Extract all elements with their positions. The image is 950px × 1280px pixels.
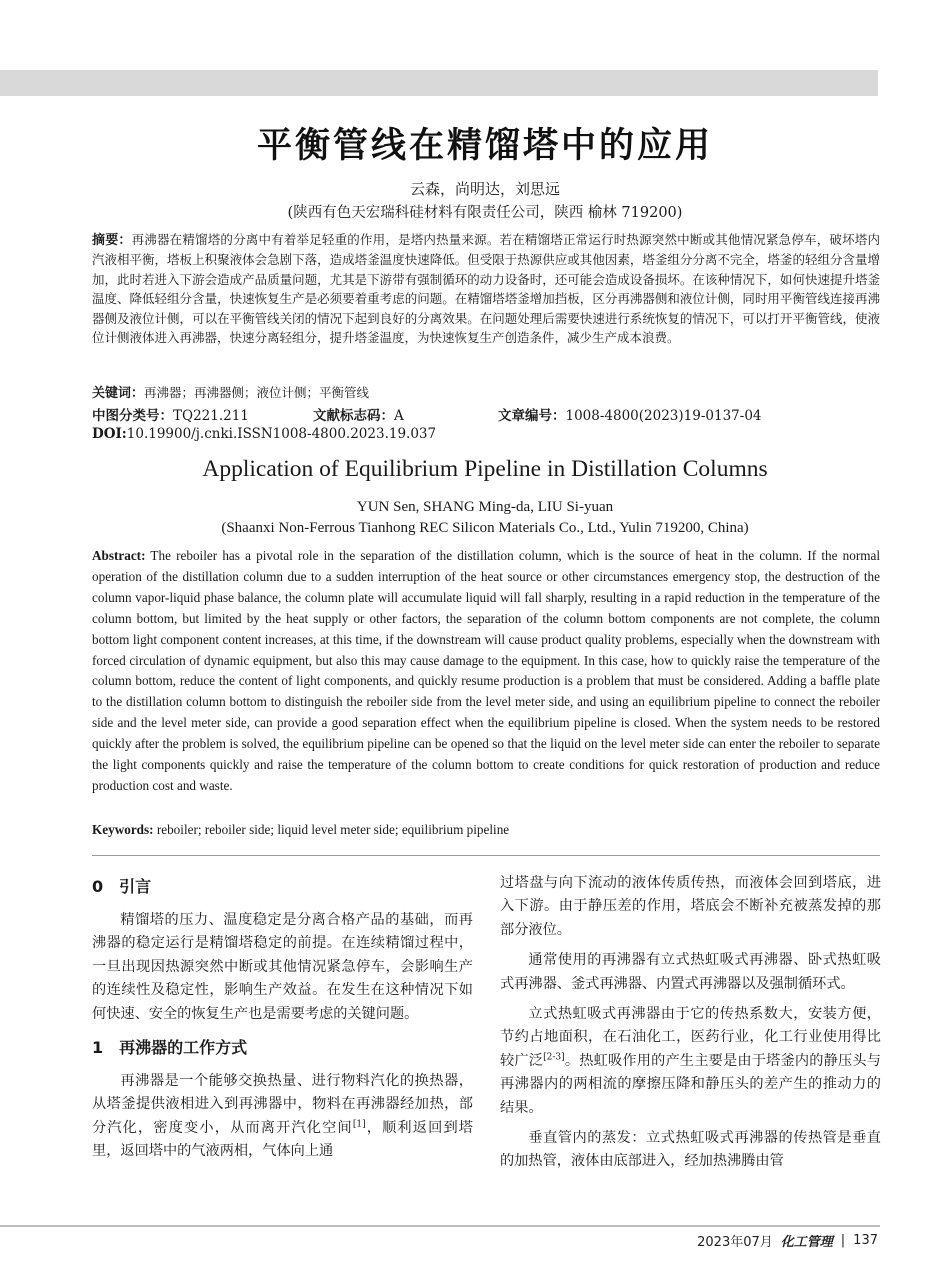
paragraph-intro: 精馏塔的压力、温度稳定是分离合格产品的基础，而再沸器的稳定运行是精馏塔稳定的前提。在连续精馏过程中，一旦出现因热源突然中断或其他情况紧急停车，会影响生产的连续性及稳定性，影响生产效益。在发生在这种情况下如何快速、安全的恢复生产也是需要考虑的关键问题。 [92, 912, 473, 1022]
paragraph-vertical-tube: 垂直管内的蒸发：立式热虹吸式再沸器的传热管是垂直的加热管，液体由底部进入，经加热沸腾由管 [500, 1130, 881, 1170]
doi-value[interactable]: 10.19900/j.cnki.ISSN1008-4800.2023.19.037 [126, 426, 437, 442]
keywords-cn-text: 再沸器；再沸器侧；液位计侧；平衡管线 [144, 385, 370, 400]
keywords-en-text: reboiler; reboiler side; liquid level meter side; equilibrium pipeline [153, 822, 510, 837]
body-column-left [92, 872, 473, 1164]
page-number: 137 [853, 1233, 878, 1248]
paragraph-reboiler [92, 1070, 473, 1164]
footer-divider [0, 1225, 880, 1227]
page-footer [697, 1231, 878, 1250]
abstract-en [92, 546, 880, 797]
paragraph-thermosiphon [500, 1003, 881, 1120]
article-no-value: 1008-4800(2023)19-0137-04 [565, 408, 762, 424]
paragraph-reboiler-text: 再沸器是一个能够交换热量、进行物料汽化的换热器，从塔釜提供液相进入到再沸器中，物料在再沸器经加热，部分汽化，密度变小，从而离开汽化空间 [92, 1073, 473, 1136]
citation-ref[interactable]: [2-3] [543, 1052, 565, 1063]
footer-date: 2023年07月 [697, 1235, 773, 1250]
journal-logo: 化工管理 [780, 1235, 833, 1250]
doi [92, 426, 436, 442]
section-heading-intro: 0 引言 [92, 877, 152, 896]
paragraph-reboiler-tail: ，顺利返回到塔里，返回塔中的气液两相，气体向上通 [92, 1119, 473, 1160]
article-no-label: 文章编号： [498, 408, 566, 424]
citation-ref[interactable]: [1] [352, 1119, 366, 1130]
doi-label: DOI: [92, 426, 127, 442]
keywords-cn [92, 383, 880, 403]
abstract-cn [92, 230, 880, 347]
clc-label: 中图分类号： [92, 408, 173, 424]
abstract-en-text: The reboiler has a pivotal role in the separation of the distillation column, which is the source of heat in the column. If the normal operation of the distillation column due to a sudden interruption of the heat source or other circumstances emergency stop, the destruction of the column vapor-liquid phase balance, the column plate will accumulate liquid will fall sharply, resulting in a rapid reduction in the temperature of the column bottom, but limited by the heat supply or other factors, the separation of the column bottom components are not complete, the column bottom light component content increases, at this time, if the downstream will cause product quality problems, especially when the downstream with forced circulation of dynamic equipment, but also this may cause damage to the equipment. In this case, how to quickly raise the temperature of the column bottom, reduce the content of light components, and quickly resume production is a problem that must be considered. Adding a baffle plate to the distillation column bottom to distinguish the reboiler side from the level meter side, and using an equilibrium pipeline to connect the reboiler side and the level meter side, can provide a good separation effect when the equilibrium pipeline is closed. When the system needs to be restored quickly after the problem is solved, the equilibrium pipeline can be opened so that the liquid on the level meter side can enter the reboiler to separate the light components quickly and raise the temperature of the column bottom to create conditions for quick restoration of production and reduce production cost and waste. [92, 548, 880, 793]
abstract-en-label: Abstract: [92, 548, 146, 563]
affiliation-en: (Shaanxi Non-Ferrous Tianhong REC Silicon Materials Co., Ltd., Yulin 719200, China) [221, 520, 749, 536]
paragraph-continued: 过塔盘与向下流动的液体传质传热，而液体会回到塔底，进入下游。由于静压差的作用，塔底会不断补充被蒸发掉的那部分液位。 [500, 875, 881, 938]
article-number [498, 404, 762, 424]
authors-cn: 云森，尚明达，刘思远 [409, 180, 560, 198]
affiliation-cn: (陕西有色天宏瑞科硅材料有限责任公司，陕西 榆林 719200) [287, 205, 683, 221]
paragraph-reboiler-types: 通常使用的再沸器有立式热虹吸式再沸器、卧式热虹吸式再沸器、釜式再沸器、内置式再沸器以及强制循环式。 [500, 952, 881, 992]
paragraph-thermosiphon-text: 立式热虹吸式再沸器由于它的传热系数大，安装方便，节约占地面积，在石油化工，医药行业，化工行业使用得比较广泛 [500, 1006, 881, 1069]
authors-en: YUN Sen, SHANG Ming-da, LIU Si-yuan [356, 499, 614, 515]
doccode-label: 文献标志码： [313, 408, 394, 424]
document-code [313, 404, 404, 424]
abstract-cn-text: 再沸器在精馏塔的分离中有着举足轻重的作用，是塔内热量来源。若在精馏塔正常运行时热源突然中断或其他情况紧急停车，破坏塔内汽液相平衡，塔板上积聚液体会急剧下落，造成塔釜温度快速降低。但受限于热源供应或其他因素，塔釜组分分离不完全，塔釜的轻组分含量增加，此时若进入下游会造成产品质量问题，尤其是下游带有强制循环的动力设备时，还可能会造成设备损坏。在该种情况下，如何快速提升塔釜温度、降低轻组分含量，快速恢复生产是必须要着重考虑的问题。在精馏塔塔釜增加挡板，区分再沸器侧和液位计侧，同时用平衡管线连接再沸器侧及液位计侧，可以在平衡管线关闭的情况下起到良好的分离效果。在问题处理后需要快速进行系统恢复的情况下，可以打开平衡管线，使液位计侧液体进入再沸器，快速分离轻组分，提升塔釜温度，为快速恢复生产创造条件，减少生产成本浪费。 [92, 232, 880, 346]
title-en: Application of Equilibrium Pipeline in Distillation Columns [202, 456, 768, 482]
paragraph-thermosiphon-tail: 。热虹吸作用的产生主要是由于塔釜内的静压头与再沸器内的两相流的摩擦压降和静压头的差产生的推动力的结果。 [500, 1052, 881, 1116]
clc-number [92, 404, 249, 424]
clc-value: TQ221.211 [173, 408, 249, 424]
body-column-right [500, 872, 881, 1174]
keywords-cn-label: 关键词： [92, 386, 145, 401]
section-divider [92, 855, 880, 856]
top-banner-bar [0, 70, 878, 96]
doccode-value: A [394, 408, 404, 424]
footer-separator: | [840, 1233, 846, 1248]
abstract-cn-label: 摘要： [92, 233, 132, 248]
title-cn: 平衡管线在精馏塔中的应用 [256, 126, 713, 166]
keywords-en [92, 822, 880, 838]
keywords-en-label: Keywords: [92, 822, 154, 837]
section-heading-reboiler: 1 再沸器的工作方式 [92, 1038, 248, 1058]
